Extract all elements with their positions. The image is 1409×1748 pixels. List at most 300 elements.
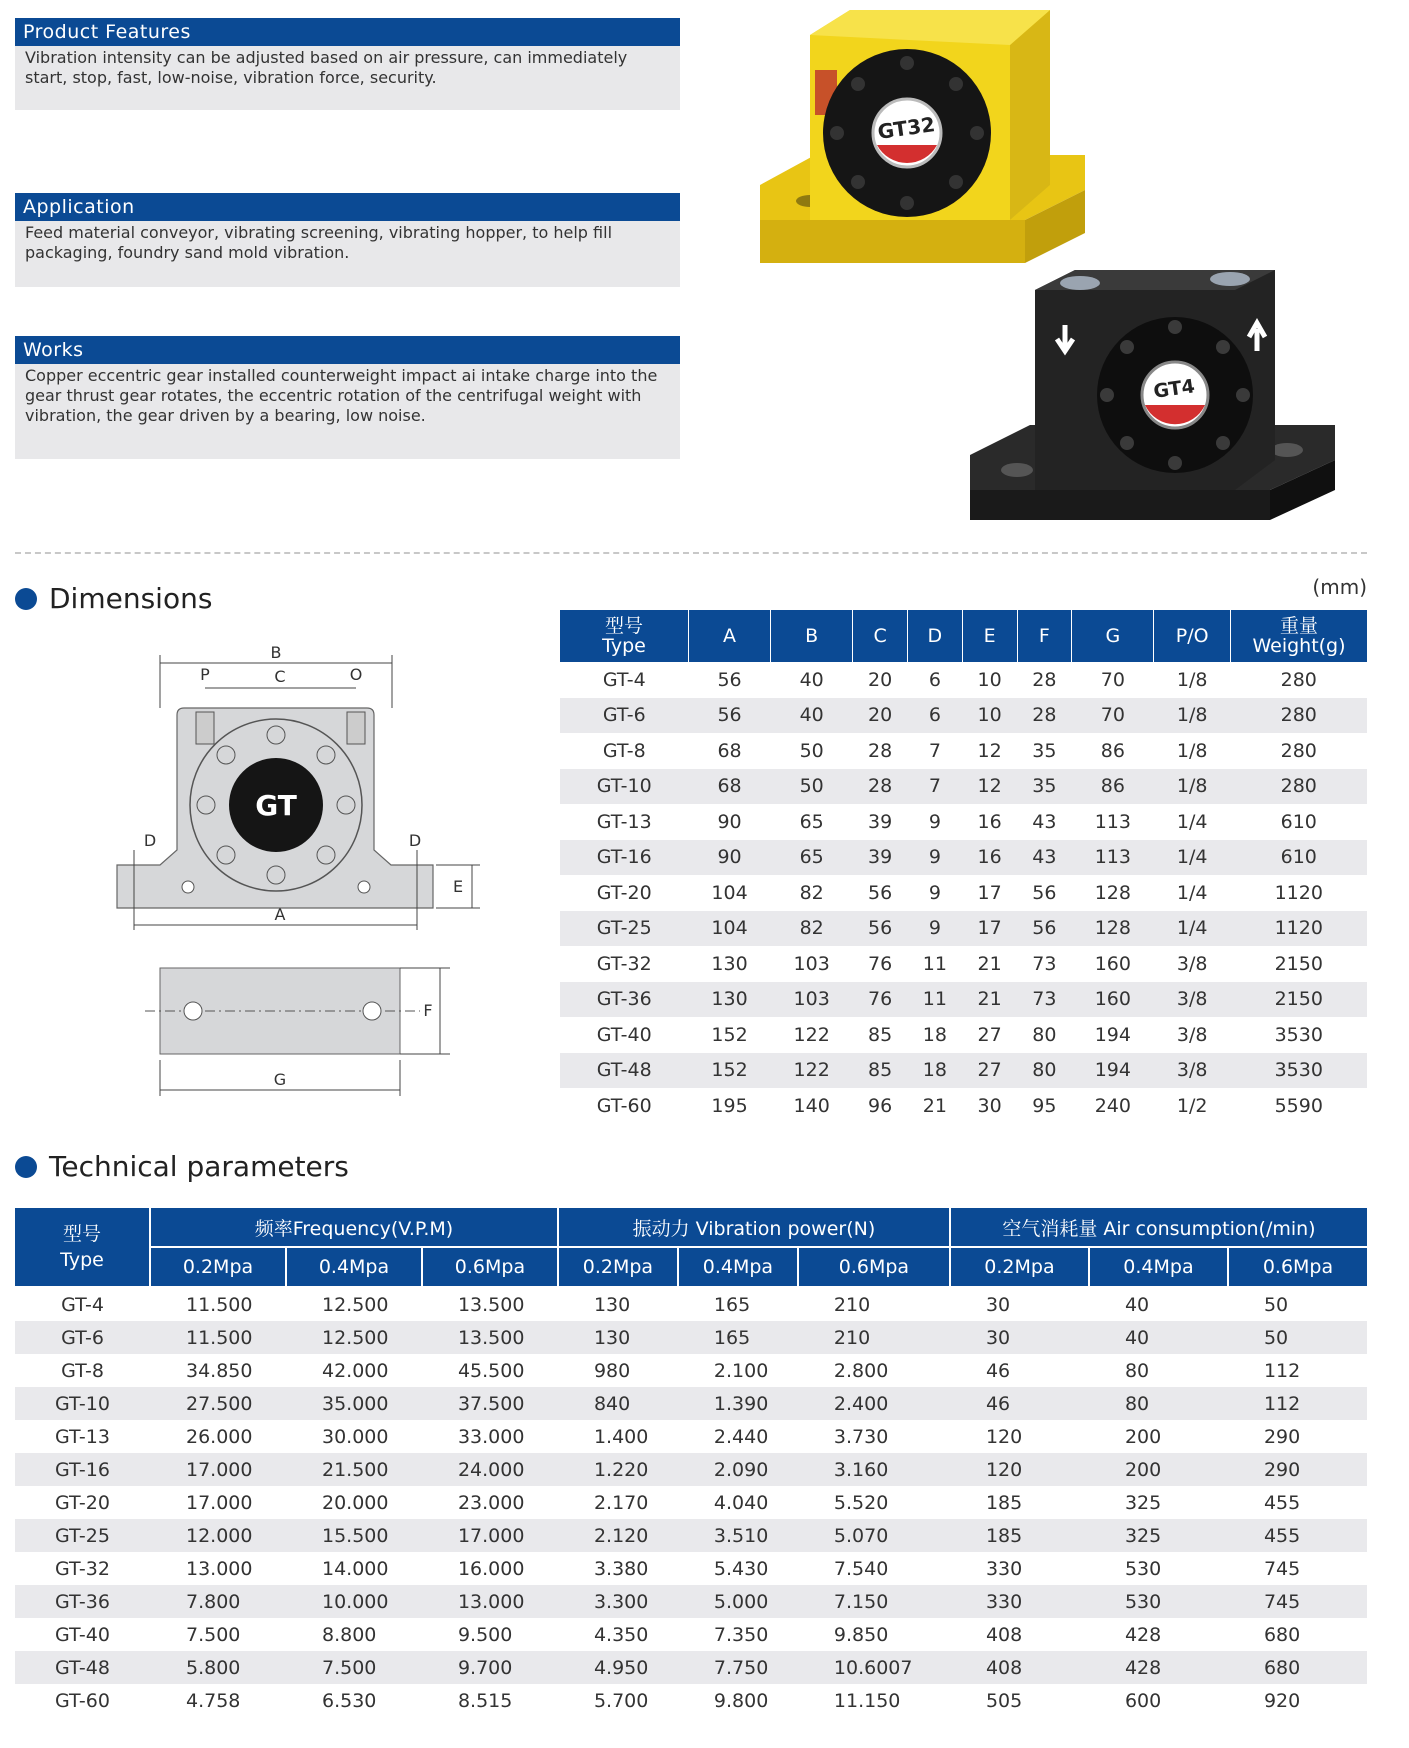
- application-section: [15, 193, 680, 287]
- col-header: C: [853, 610, 908, 662]
- value-cell: 5.800: [150, 1651, 286, 1684]
- model-cell: GT-16: [15, 1453, 150, 1486]
- model-cell: GT-10: [560, 769, 689, 805]
- value-cell: 9.500: [457, 1623, 513, 1646]
- value-cell: 3/8: [1176, 1023, 1208, 1046]
- model-cell: GT-48: [560, 1053, 689, 1089]
- value-cell: 3/8: [1154, 1053, 1231, 1089]
- col-header: D: [907, 610, 962, 662]
- value-cell: 56: [868, 881, 893, 904]
- col-header: 0.6Mpa: [798, 1247, 950, 1287]
- value-cell: 9.800: [713, 1689, 769, 1712]
- value-cell: 1/2: [1176, 1094, 1208, 1117]
- value-cell: 90: [717, 810, 742, 833]
- value-cell: 5.520: [833, 1491, 889, 1514]
- section-title: Application: [15, 193, 680, 221]
- value-cell: 185: [950, 1519, 1089, 1552]
- value-cell: 40: [1089, 1321, 1228, 1354]
- value-cell: 530: [1124, 1557, 1162, 1580]
- value-cell: 1/8: [1176, 739, 1208, 762]
- value-cell: 70: [1100, 668, 1125, 691]
- model-cell: GT-32: [596, 952, 652, 975]
- table-row: [15, 1651, 1367, 1684]
- value-cell: 130: [558, 1321, 678, 1354]
- value-cell: 325: [1124, 1491, 1162, 1514]
- value-cell: 12.000: [150, 1519, 286, 1552]
- value-cell: 40: [771, 698, 853, 734]
- value-cell: 21: [977, 952, 1002, 975]
- value-cell: 112: [1228, 1387, 1367, 1420]
- value-cell: 280: [1280, 739, 1317, 762]
- heading-text: Technical parameters: [49, 1150, 349, 1183]
- value-cell: 27: [962, 1053, 1017, 1089]
- value-cell: 28: [1032, 668, 1057, 691]
- section-body: Vibration intensity can be adjusted based on air pressure, can immediately start, stop, fast, low-noise, vibration force, security.: [25, 48, 628, 87]
- model-cell: GT-8: [602, 739, 646, 762]
- value-cell: 11: [907, 982, 962, 1018]
- value-cell: 70: [1072, 698, 1154, 734]
- value-cell: 39: [853, 840, 908, 876]
- value-cell: 140: [793, 1094, 830, 1117]
- value-cell: 7.350: [713, 1623, 769, 1646]
- table-row: [560, 698, 1367, 734]
- value-cell: 122: [771, 1053, 853, 1089]
- value-cell: 1/8: [1154, 769, 1231, 805]
- group-header: 空气消耗量 Air consumption(/min): [950, 1208, 1367, 1247]
- value-cell: 210: [798, 1321, 950, 1354]
- value-cell: 28: [853, 769, 908, 805]
- dim-label-c: C: [274, 667, 286, 686]
- value-cell: 2150: [1274, 952, 1323, 975]
- table-row: [15, 1519, 1367, 1552]
- table-header-row: [560, 610, 1367, 662]
- model-cell: GT-13: [55, 1425, 110, 1448]
- model-cell: GT-10: [15, 1387, 150, 1420]
- value-cell: 80: [1032, 1023, 1057, 1046]
- value-cell: 85: [853, 1053, 908, 1089]
- value-cell: 2.170: [593, 1491, 649, 1514]
- section-body: Feed material conveyor, vibrating screening, vibrating hopper, to help fill packaging, foundry sand mold vibration.: [25, 223, 613, 262]
- value-cell: 3.380: [593, 1557, 649, 1580]
- value-cell: 18: [907, 1053, 962, 1089]
- value-cell: 185: [985, 1491, 1023, 1514]
- table-row: [15, 1453, 1367, 1486]
- col-header: 0.4Mpa: [678, 1247, 798, 1287]
- table-row: [15, 1321, 1367, 1354]
- table-row: [560, 804, 1367, 840]
- value-cell: 50: [771, 769, 853, 805]
- value-cell: 7.150: [798, 1585, 950, 1618]
- technical-heading: [15, 1150, 349, 1183]
- table-row: [560, 1088, 1367, 1124]
- table-row: [15, 1684, 1367, 1717]
- value-cell: 194: [1072, 1053, 1154, 1089]
- value-cell: 80: [1124, 1359, 1150, 1382]
- table-row: [560, 1017, 1367, 1053]
- dim-label-d-right: D: [408, 831, 422, 850]
- value-cell: 56: [853, 911, 908, 947]
- value-cell: 130: [593, 1293, 631, 1316]
- section-body: Copper eccentric gear installed counterweight impact ai intake charge into the gear thrust gear rotates, the eccentric rotation of the centrifugal weight with vibration, the gear driven by a bearing, low noise.: [25, 366, 658, 425]
- dim-label-g: G: [273, 1070, 287, 1089]
- value-cell: 7.500: [186, 1623, 241, 1646]
- value-cell: 113: [1094, 810, 1131, 833]
- value-cell: 8.800: [321, 1623, 377, 1646]
- table-row: [560, 946, 1367, 982]
- value-cell: 195: [711, 1094, 748, 1117]
- value-cell: 4.950: [558, 1651, 678, 1684]
- value-cell: 240: [1094, 1094, 1131, 1117]
- drawing-center-label: GT: [255, 789, 297, 822]
- value-cell: 33.000: [457, 1425, 525, 1448]
- value-cell: 7: [907, 769, 962, 805]
- value-cell: 210: [833, 1293, 871, 1316]
- value-cell: 330: [950, 1585, 1089, 1618]
- value-cell: 408: [985, 1623, 1023, 1646]
- value-cell: 10: [977, 668, 1002, 691]
- value-cell: 280: [1231, 698, 1368, 734]
- value-cell: 152: [711, 1023, 748, 1046]
- table-row: [15, 1354, 1367, 1387]
- value-cell: 7.800: [150, 1585, 286, 1618]
- model-cell: GT-13: [596, 810, 652, 833]
- group-header: 频率Frequency(V.P.M): [150, 1208, 558, 1247]
- dimensions-table-body: [560, 662, 1367, 1124]
- value-cell: 3.160: [798, 1453, 950, 1486]
- value-cell: 17: [962, 911, 1017, 947]
- value-cell: 3530: [1274, 1023, 1323, 1046]
- table-row: [560, 911, 1367, 947]
- value-cell: 28: [868, 739, 893, 762]
- value-cell: 2150: [1231, 982, 1368, 1018]
- value-cell: 56: [1017, 911, 1072, 947]
- value-cell: 39: [868, 810, 893, 833]
- value-cell: 10.6007: [798, 1651, 950, 1684]
- value-cell: 73: [1017, 982, 1072, 1018]
- value-cell: 90: [689, 840, 771, 876]
- value-cell: 2.090: [678, 1453, 798, 1486]
- heading-text: Dimensions: [49, 582, 213, 615]
- value-cell: 128: [1072, 911, 1154, 947]
- col-header: 0.2Mpa: [950, 1247, 1089, 1287]
- model-cell: GT-48: [15, 1651, 150, 1684]
- value-cell: 3.730: [833, 1425, 889, 1448]
- value-cell: 12: [962, 769, 1017, 805]
- value-cell: 85: [868, 1023, 893, 1046]
- value-cell: 104: [711, 881, 748, 904]
- value-cell: 86: [1100, 739, 1125, 762]
- value-cell: 7: [928, 739, 941, 762]
- value-cell: 17.000: [150, 1453, 286, 1486]
- value-cell: 980: [593, 1359, 631, 1382]
- technical-table: [15, 1208, 1367, 1717]
- dim-label-o: O: [349, 665, 363, 684]
- value-cell: 34.850: [186, 1359, 253, 1382]
- col-header: E: [962, 610, 1017, 662]
- value-cell: 680: [1228, 1651, 1367, 1684]
- value-cell: 35.000: [286, 1387, 422, 1420]
- dim-label-d-left: D: [143, 831, 157, 850]
- value-cell: 28: [1017, 698, 1072, 734]
- value-cell: 18: [922, 1023, 947, 1046]
- value-cell: 6: [907, 698, 962, 734]
- value-cell: 5.700: [593, 1689, 649, 1712]
- col-header-type: 型号 Type: [560, 610, 689, 662]
- value-cell: 1/4: [1176, 810, 1208, 833]
- value-cell: 610: [1280, 810, 1317, 833]
- value-cell: 12.500: [321, 1293, 389, 1316]
- bullet-icon: [15, 1156, 37, 1178]
- value-cell: 5.070: [798, 1519, 950, 1552]
- value-cell: 122: [793, 1023, 830, 1046]
- product-image-gt32: [755, 5, 1105, 270]
- value-cell: 112: [1263, 1359, 1301, 1382]
- table-row: [560, 840, 1367, 876]
- value-cell: 15.500: [286, 1519, 422, 1552]
- table-row: [15, 1287, 1367, 1321]
- value-cell: 46: [950, 1387, 1089, 1420]
- value-cell: 40: [799, 668, 824, 691]
- col-header: F: [1017, 610, 1072, 662]
- value-cell: 14.000: [321, 1557, 389, 1580]
- table-row: [560, 769, 1367, 805]
- value-cell: 56: [1032, 881, 1057, 904]
- dashed-divider: [15, 552, 1367, 554]
- unit-label: (mm): [1312, 575, 1367, 599]
- value-cell: 428: [1124, 1623, 1162, 1646]
- model-cell: GT-20: [55, 1491, 110, 1514]
- value-cell: 3.300: [558, 1585, 678, 1618]
- table-row: [560, 875, 1367, 911]
- value-cell: 82: [771, 911, 853, 947]
- value-cell: 35: [1032, 739, 1057, 762]
- value-cell: 6: [928, 668, 941, 691]
- value-cell: 65: [799, 810, 824, 833]
- value-cell: 530: [1089, 1585, 1228, 1618]
- value-cell: 9.700: [422, 1651, 558, 1684]
- col-header: 0.2Mpa: [150, 1247, 286, 1287]
- value-cell: 40: [1124, 1293, 1150, 1316]
- value-cell: 160: [1072, 982, 1154, 1018]
- value-cell: 80: [1017, 1053, 1072, 1089]
- value-cell: 80: [1089, 1387, 1228, 1420]
- dimensions-table: [560, 610, 1367, 1124]
- value-cell: 12: [977, 739, 1002, 762]
- value-cell: 2.400: [798, 1387, 950, 1420]
- col-header: 0.6Mpa: [422, 1247, 558, 1287]
- model-cell: GT-36: [560, 982, 689, 1018]
- value-cell: 200: [1089, 1453, 1228, 1486]
- value-cell: 5590: [1274, 1094, 1323, 1117]
- dim-label-e: E: [452, 877, 464, 896]
- value-cell: 1.390: [678, 1387, 798, 1420]
- value-cell: 4.758: [186, 1689, 241, 1712]
- value-cell: 13.000: [422, 1585, 558, 1618]
- table-row: [15, 1486, 1367, 1519]
- value-cell: 3530: [1231, 1053, 1368, 1089]
- col-header: 0.2Mpa: [558, 1247, 678, 1287]
- value-cell: 9: [907, 840, 962, 876]
- model-cell: GT-4: [61, 1293, 104, 1316]
- section-title: Works: [15, 336, 680, 364]
- value-cell: 37.500: [422, 1387, 558, 1420]
- value-cell: 30.000: [321, 1425, 389, 1448]
- value-cell: 2.100: [713, 1359, 769, 1382]
- value-cell: 86: [1072, 769, 1154, 805]
- value-cell: 745: [1263, 1557, 1301, 1580]
- table-row: [15, 1420, 1367, 1453]
- value-cell: 24.000: [422, 1453, 558, 1486]
- value-cell: 11.500: [186, 1293, 253, 1316]
- value-cell: 152: [689, 1053, 771, 1089]
- col-header: 0.4Mpa: [1089, 1247, 1228, 1287]
- value-cell: 428: [1089, 1651, 1228, 1684]
- value-cell: 50: [1263, 1293, 1289, 1316]
- value-cell: 96: [868, 1094, 893, 1117]
- value-cell: 6.530: [321, 1689, 377, 1712]
- value-cell: 280: [1280, 668, 1317, 691]
- col-header-weight: 重量 Weight(g): [1231, 610, 1368, 662]
- col-header: 0.4Mpa: [286, 1247, 422, 1287]
- value-cell: 30: [950, 1321, 1089, 1354]
- col-header: P/O: [1154, 610, 1231, 662]
- value-cell: 5.430: [713, 1557, 769, 1580]
- value-cell: 11: [922, 952, 947, 975]
- model-cell: GT-25: [560, 911, 689, 947]
- model-cell: GT-6: [15, 1321, 150, 1354]
- value-cell: 45.500: [457, 1359, 525, 1382]
- table-row: [15, 1585, 1367, 1618]
- works-section: [15, 336, 680, 459]
- value-cell: 1/8: [1176, 668, 1208, 691]
- value-cell: 840: [558, 1387, 678, 1420]
- value-cell: 95: [1032, 1094, 1057, 1117]
- value-cell: 10.000: [286, 1585, 422, 1618]
- value-cell: 455: [1228, 1519, 1367, 1552]
- value-cell: 130: [689, 982, 771, 1018]
- value-cell: 680: [1263, 1623, 1301, 1646]
- dim-label-f: F: [423, 1001, 433, 1020]
- value-cell: 68: [689, 769, 771, 805]
- value-cell: 408: [950, 1651, 1089, 1684]
- value-cell: 20: [868, 668, 893, 691]
- value-cell: 325: [1089, 1519, 1228, 1552]
- table-subheader-row: [15, 1247, 1367, 1287]
- value-cell: 7.750: [678, 1651, 798, 1684]
- value-cell: 330: [985, 1557, 1023, 1580]
- value-cell: 130: [711, 952, 748, 975]
- model-cell: GT-40: [55, 1623, 110, 1646]
- value-cell: 13.000: [186, 1557, 253, 1580]
- table-row: [560, 1053, 1367, 1089]
- value-cell: 46: [985, 1359, 1011, 1382]
- product-label: GT32: [876, 112, 937, 144]
- table-row: [15, 1552, 1367, 1585]
- value-cell: 745: [1228, 1585, 1367, 1618]
- value-cell: 2.120: [558, 1519, 678, 1552]
- value-cell: 113: [1072, 840, 1154, 876]
- value-cell: 610: [1231, 840, 1368, 876]
- value-cell: 1120: [1231, 911, 1368, 947]
- value-cell: 16.000: [457, 1557, 525, 1580]
- value-cell: 21: [962, 982, 1017, 1018]
- value-cell: 1/4: [1154, 840, 1231, 876]
- value-cell: 42.000: [321, 1359, 389, 1382]
- value-cell: 920: [1263, 1689, 1301, 1712]
- model-cell: GT-8: [61, 1359, 104, 1382]
- value-cell: 16: [962, 840, 1017, 876]
- model-cell: GT-20: [596, 881, 652, 904]
- value-cell: 103: [771, 982, 853, 1018]
- value-cell: 30: [977, 1094, 1002, 1117]
- col-header: G: [1072, 610, 1154, 662]
- section-title: Product Features: [15, 18, 680, 46]
- feature-section: [15, 18, 680, 110]
- value-cell: 200: [1124, 1425, 1162, 1448]
- value-cell: 1.220: [558, 1453, 678, 1486]
- group-header: 振动力 Vibration power(N): [558, 1208, 950, 1247]
- value-cell: 165: [678, 1321, 798, 1354]
- value-cell: 13.500: [422, 1321, 558, 1354]
- value-cell: 56: [717, 668, 742, 691]
- value-cell: 21: [922, 1094, 947, 1117]
- table-row: [15, 1387, 1367, 1420]
- value-cell: 1120: [1274, 881, 1323, 904]
- model-cell: GT-60: [55, 1689, 110, 1712]
- table-header-row: [15, 1208, 1367, 1247]
- value-cell: 30: [985, 1293, 1011, 1316]
- value-cell: 505: [985, 1689, 1023, 1712]
- value-cell: 8.515: [457, 1689, 513, 1712]
- value-cell: 17.000: [186, 1491, 253, 1514]
- value-cell: 43: [1032, 810, 1057, 833]
- value-cell: 280: [1231, 769, 1368, 805]
- value-cell: 3.510: [678, 1519, 798, 1552]
- value-cell: 290: [1228, 1453, 1367, 1486]
- table-row: [15, 1618, 1367, 1651]
- value-cell: 17: [977, 881, 1002, 904]
- value-cell: 165: [713, 1293, 751, 1316]
- value-cell: 20.000: [321, 1491, 389, 1514]
- value-cell: 600: [1124, 1689, 1162, 1712]
- value-cell: 4.040: [713, 1491, 769, 1514]
- value-cell: 43: [1017, 840, 1072, 876]
- value-cell: 103: [793, 952, 830, 975]
- dim-label-a: A: [274, 905, 286, 924]
- value-cell: 68: [717, 739, 742, 762]
- col-header: A: [689, 610, 771, 662]
- value-cell: 9: [928, 881, 941, 904]
- value-cell: 23.000: [457, 1491, 525, 1514]
- value-cell: 82: [799, 881, 824, 904]
- value-cell: 120: [985, 1425, 1023, 1448]
- value-cell: 76: [868, 952, 893, 975]
- table-row: [560, 662, 1367, 698]
- value-cell: 5.000: [678, 1585, 798, 1618]
- value-cell: 27.500: [150, 1387, 286, 1420]
- dim-label-p: P: [200, 665, 210, 684]
- value-cell: 73: [1032, 952, 1057, 975]
- value-cell: 1/4: [1176, 881, 1208, 904]
- value-cell: 9: [928, 810, 941, 833]
- value-cell: 50: [1228, 1321, 1367, 1354]
- model-cell: GT-4: [602, 668, 646, 691]
- value-cell: 3/8: [1176, 952, 1208, 975]
- value-cell: 50: [799, 739, 824, 762]
- model-cell: GT-6: [560, 698, 689, 734]
- value-cell: 160: [1094, 952, 1131, 975]
- table-row: [560, 982, 1367, 1018]
